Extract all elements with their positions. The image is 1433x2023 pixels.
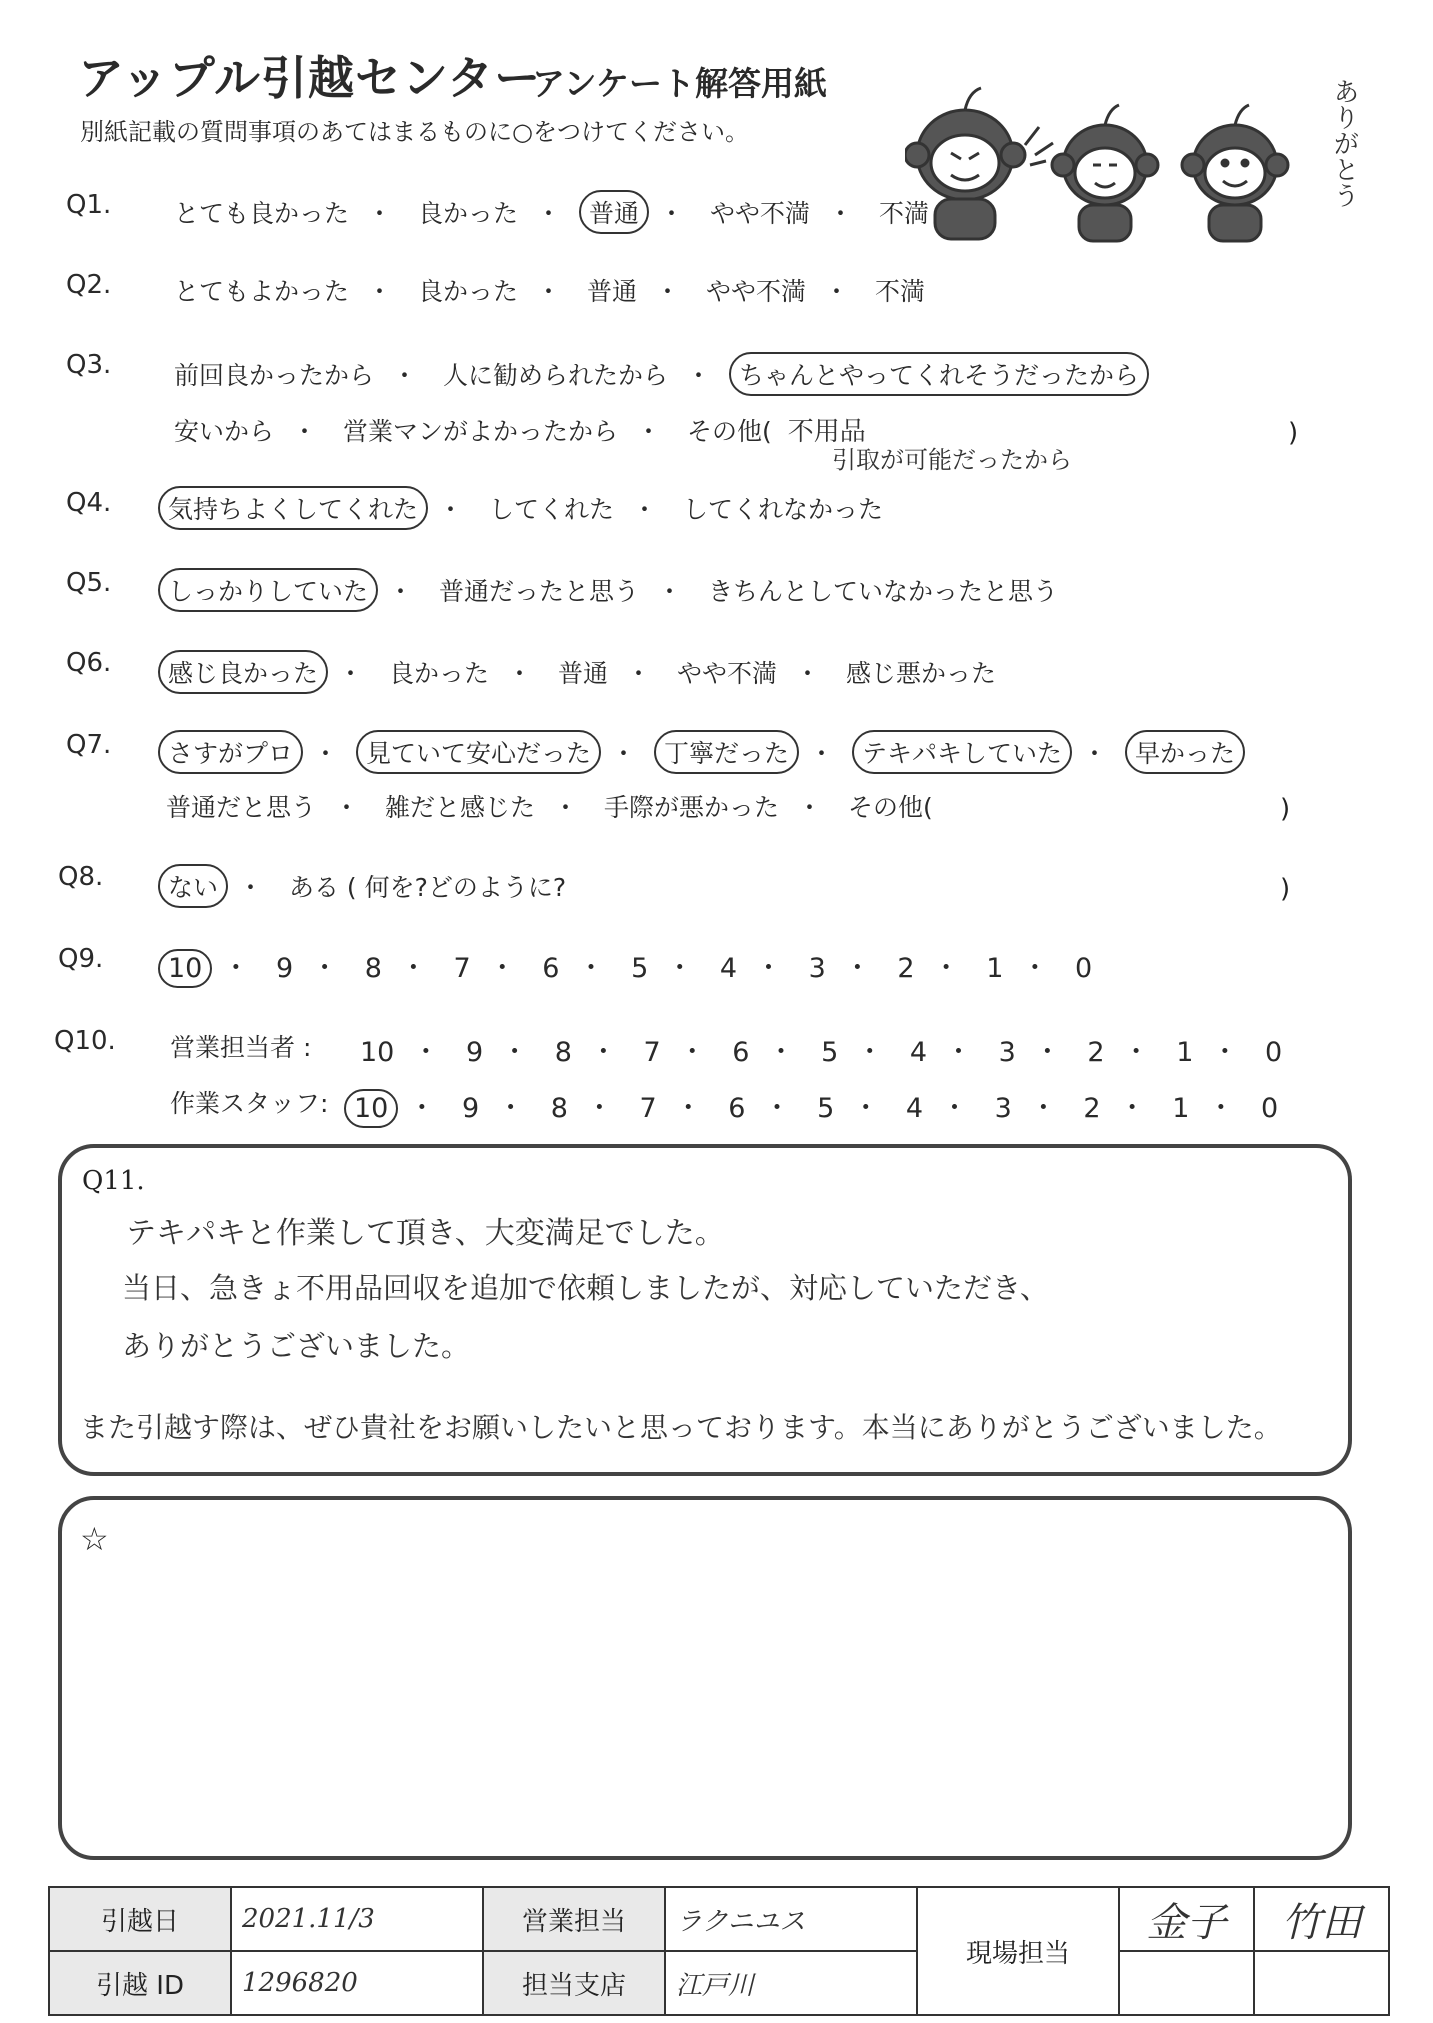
- q3-options-row1: 前回良かったから ・ 人に勧められたから ・ ちゃんとやってくれそうだったから: [166, 352, 1149, 396]
- q7-options-row2: 普通だと思う ・ 雑だと感じた ・ 手際が悪かった ・ その他(: [158, 786, 941, 826]
- q6-options: 感じ良かった ・ 良かった ・ 普通 ・ やや不満 ・ 感じ悪かった: [158, 650, 1004, 694]
- company-title: アップル引越センター: [78, 51, 542, 105]
- q9-score-9[interactable]: 9: [275, 953, 294, 984]
- q10-sales-6[interactable]: 6: [732, 1037, 750, 1068]
- q10-sales-4[interactable]: 4: [909, 1037, 928, 1068]
- site-staff-2-value: 竹田: [1254, 1887, 1389, 1951]
- q7-option-5-selected[interactable]: 早かった: [1125, 730, 1245, 774]
- branch-label: 担当支店: [483, 1951, 665, 2015]
- q9-score-0[interactable]: 0: [1074, 953, 1093, 984]
- q10-sales-8[interactable]: 8: [554, 1037, 572, 1068]
- q10-sales-5[interactable]: 5: [821, 1037, 839, 1068]
- q7-option-7[interactable]: 雑だと感じた: [384, 793, 535, 822]
- q10-staff-4[interactable]: 4: [905, 1093, 924, 1124]
- q10-staff-2[interactable]: 2: [1083, 1093, 1101, 1124]
- q1-option-5[interactable]: 不満: [878, 199, 929, 228]
- q3-option-2[interactable]: 人に勧められたから: [442, 361, 668, 390]
- q2-label: Q2.: [66, 270, 112, 300]
- q2-option-5[interactable]: 不満: [874, 277, 925, 306]
- q1-option-3-selected[interactable]: 普通: [579, 190, 649, 234]
- footer-table: [48, 1886, 1390, 2016]
- q2-options: とてもよかった ・ 良かった ・ 普通 ・ やや不満 ・ 不満: [166, 270, 933, 310]
- q10-staff-5[interactable]: 5: [817, 1093, 835, 1124]
- q10-sales-7[interactable]: 7: [643, 1037, 661, 1068]
- q9-score-1[interactable]: 1: [986, 953, 1004, 984]
- q10-sales-9[interactable]: 9: [465, 1037, 484, 1068]
- q9-score-2[interactable]: 2: [897, 953, 915, 984]
- q10-staff-label: 作業スタッフ:: [170, 1089, 329, 1118]
- move-id-label: 引越 ID: [49, 1951, 231, 2015]
- branch-name-value: 江戸川: [665, 1951, 917, 2015]
- q6-option-2[interactable]: 良かった: [388, 659, 489, 688]
- q9-label: Q9.: [58, 944, 104, 974]
- q8-option-1-selected[interactable]: ない: [158, 864, 228, 908]
- q3-other-text-line2: 引取が可能だったから: [832, 446, 1072, 474]
- q10-staff-8[interactable]: 8: [550, 1093, 568, 1124]
- q9-score-5[interactable]: 5: [631, 953, 649, 984]
- q10-label: Q10.: [54, 1026, 116, 1056]
- q7-options-row1: さすがプロ ・ 見ていて安心だった ・ 丁寧だった ・ テキパキしていた ・ 早かった: [158, 730, 1245, 774]
- q4-option-2[interactable]: してくれた: [488, 495, 614, 524]
- q3-other-text: 不用品: [787, 417, 866, 447]
- q5-label: Q5.: [66, 568, 112, 598]
- q2-option-3[interactable]: 普通: [586, 277, 637, 306]
- q10-sales-1[interactable]: 1: [1176, 1037, 1194, 1068]
- q5-option-3[interactable]: きちんとしていなかったと思う: [707, 577, 1058, 606]
- q10-staff-7[interactable]: 7: [639, 1093, 657, 1124]
- q9-score-7[interactable]: 7: [453, 953, 471, 984]
- q3-option-4[interactable]: 安いから: [174, 417, 275, 446]
- q7-option-other[interactable]: その他(: [847, 793, 933, 822]
- q7-close-paren: ): [1280, 794, 1291, 824]
- q7-option-8[interactable]: 手際が悪かった: [603, 793, 779, 822]
- q11-line-3: ありがとうございました。: [122, 1329, 471, 1363]
- q6-option-5[interactable]: 感じ悪かった: [845, 659, 996, 688]
- q6-option-1-selected[interactable]: 感じ良かった: [158, 650, 328, 694]
- q1-option-2[interactable]: 良かった: [417, 199, 518, 228]
- q9-score-10-selected[interactable]: 10: [158, 949, 212, 988]
- q1-option-4[interactable]: やや不満: [709, 199, 810, 228]
- move-id-value: 1296820: [231, 1951, 483, 2015]
- q10-sales-0[interactable]: 0: [1264, 1037, 1283, 1068]
- move-date-label: 引越日: [49, 1887, 231, 1951]
- q8-options: ない ・ ある ( 何を?どのように?: [158, 864, 574, 908]
- star-icon: ☆: [80, 1520, 109, 1558]
- q9-score-3[interactable]: 3: [808, 953, 826, 984]
- q11-line-2: 当日、急きょ不用品回収を追加で依頼しましたが、対応していただき、: [122, 1271, 1049, 1305]
- q5-options: しっかりしていた ・ 普通だったと思う ・ きちんとしていなかったと思う: [158, 568, 1066, 612]
- q8-label: Q8.: [58, 862, 104, 892]
- q2-option-2[interactable]: 良かった: [417, 277, 518, 306]
- monkey-mascot-icon: [905, 60, 1325, 250]
- q4-option-1-selected[interactable]: 気持ちよくしてくれた: [158, 486, 428, 530]
- q7-label: Q7.: [66, 730, 112, 760]
- q6-option-3[interactable]: 普通: [557, 659, 608, 688]
- q8-option-2[interactable]: ある ( 何を?どのように?: [288, 873, 567, 902]
- q5-option-2[interactable]: 普通だったと思う: [438, 577, 639, 606]
- q7-option-2-selected[interactable]: 見ていて安心だった: [356, 730, 601, 774]
- q2-option-1[interactable]: とてもよかった: [174, 277, 350, 306]
- star-comment-box[interactable]: [58, 1496, 1352, 1860]
- q10-staff-6[interactable]: 6: [728, 1093, 746, 1124]
- q10-staff-3[interactable]: 3: [994, 1093, 1012, 1124]
- q9-score-8[interactable]: 8: [364, 953, 382, 984]
- move-date-value: 2021.11/3: [231, 1887, 483, 1951]
- q10-staff-9[interactable]: 9: [461, 1093, 480, 1124]
- q3-option-5[interactable]: 営業マンがよかったから: [342, 417, 618, 446]
- q3-option-3-selected[interactable]: ちゃんとやってくれそうだったから: [729, 352, 1149, 396]
- q9-score-6[interactable]: 6: [542, 953, 560, 984]
- q3-options-row2: 安いから ・ 営業マンがよかったから ・ その他( 不用品: [166, 410, 866, 450]
- q10-staff-scale: 10 ・ 9 ・ 8 ・ 7 ・ 6 ・ 5 ・ 4 ・ 3 ・ 2 ・ 1 ・ 0: [344, 1086, 1286, 1128]
- site-staff-label: 現場担当: [917, 1887, 1119, 2015]
- q11-line-1: テキパキと作業して頂き、大変満足でした。: [126, 1216, 725, 1251]
- q5-option-1-selected[interactable]: しっかりしていた: [158, 568, 378, 612]
- q1-options: とても良かった ・ 良かった ・ 普通 ・ やや不満 ・ 不満: [166, 190, 937, 234]
- q10-staff-10-selected[interactable]: 10: [344, 1089, 398, 1128]
- q7-option-4-selected[interactable]: テキパキしていた: [852, 730, 1072, 774]
- site-staff-3-empty: [1119, 1951, 1254, 2015]
- q3-label: Q3.: [66, 350, 112, 380]
- q9-scale: 10 ・ 9 ・ 8 ・ 7 ・ 6 ・ 5 ・ 4 ・ 3 ・ 2 ・ 1 ・ 0: [158, 946, 1100, 988]
- sales-name-value: ラクニユス: [665, 1887, 917, 1951]
- q8-close-paren: ): [1280, 874, 1291, 904]
- q10-sales-2[interactable]: 2: [1087, 1037, 1105, 1068]
- q2-option-4[interactable]: やや不満: [705, 277, 806, 306]
- q11-label: Q11.: [82, 1166, 145, 1196]
- q7-option-3-selected[interactable]: 丁寧だった: [654, 730, 799, 774]
- q4-option-3[interactable]: してくれなかった: [682, 495, 883, 524]
- q9-score-4[interactable]: 4: [719, 953, 738, 984]
- q3-option-1[interactable]: 前回良かったから: [174, 361, 375, 390]
- q10-sales-label: 営業担当者 :: [170, 1033, 312, 1062]
- q1-option-1[interactable]: とても良かった: [174, 199, 350, 228]
- q7-option-6[interactable]: 普通だと思う: [166, 793, 317, 822]
- q3-option-other[interactable]: その他(: [686, 417, 772, 446]
- q4-options: 気持ちよくしてくれた ・ してくれた ・ してくれなかった: [158, 486, 891, 530]
- q10-sales-3[interactable]: 3: [998, 1037, 1016, 1068]
- sales-label: 営業担当: [483, 1887, 665, 1951]
- q1-label: Q1.: [66, 190, 112, 220]
- thanks-text: ありがとう: [1329, 78, 1359, 208]
- q11-line-4: また引越す際は、ぜひ貴社をお願いしたいと思っております。本当にありがとうございました。: [80, 1411, 1282, 1444]
- instructions: 別紙記載の質問事項のあてはまるものに○をつけてください。: [80, 118, 749, 146]
- form-subtitle: アンケート解答用紙: [532, 64, 828, 103]
- q10-sales-10[interactable]: 10: [360, 1037, 395, 1068]
- q3-close-paren: ): [1288, 418, 1299, 448]
- q6-option-4[interactable]: やや不満: [676, 659, 777, 688]
- q10-staff-0[interactable]: 0: [1260, 1093, 1279, 1124]
- q10-staff-1[interactable]: 1: [1172, 1093, 1190, 1124]
- q7-option-1-selected[interactable]: さすがプロ: [158, 730, 303, 774]
- q10-sales-scale: 10 ・ 9 ・ 8 ・ 7 ・ 6 ・ 5 ・ 4 ・ 3 ・ 2 ・ 1 ・ 0: [352, 1030, 1290, 1070]
- site-staff-1-value: 金子: [1119, 1887, 1254, 1951]
- site-staff-4-empty: [1254, 1951, 1389, 2015]
- q4-label: Q4.: [66, 488, 112, 518]
- q6-label: Q6.: [66, 648, 112, 678]
